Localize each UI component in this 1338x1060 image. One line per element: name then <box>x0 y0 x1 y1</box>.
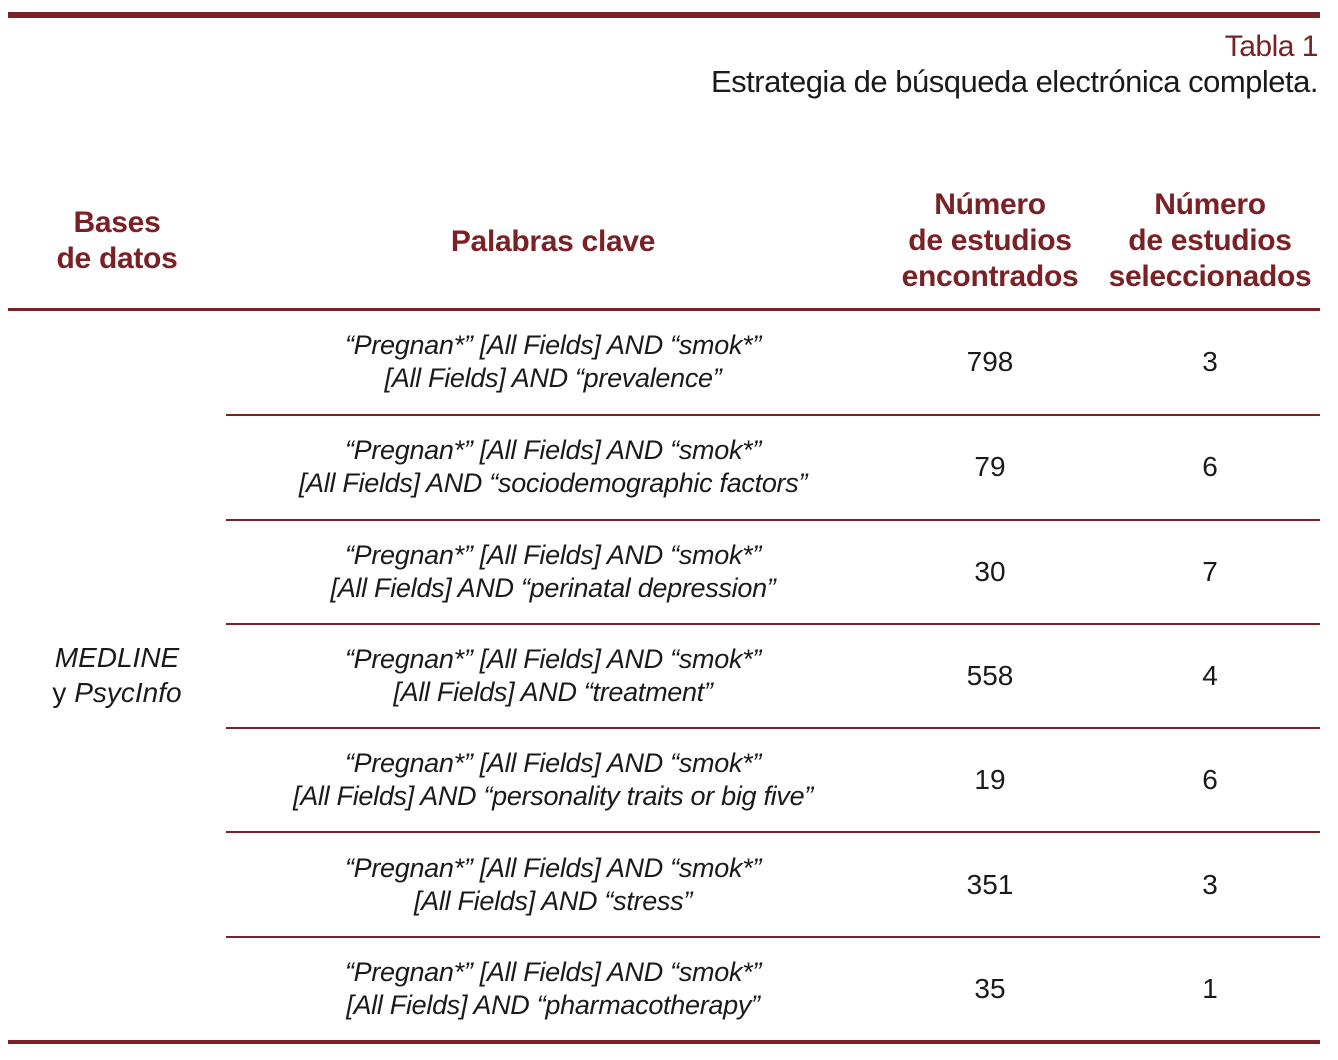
header-col4-line1: Número <box>1154 188 1266 221</box>
found-count: 558 <box>966 660 1014 692</box>
table-label: Tabla 1 <box>1224 30 1318 63</box>
header-col3-line2: de estudios <box>908 224 1072 257</box>
database-conjunction: y <box>52 677 75 708</box>
table-row <box>226 936 1320 1040</box>
database-cell <box>8 310 226 1040</box>
table-row <box>226 310 1320 414</box>
keywords-line1: “Pregnan*” [All Fields] AND “smok*” <box>344 956 762 987</box>
keywords-line2: [All Fields] AND “personality traits or big five” <box>293 781 813 812</box>
keywords-line2: [All Fields] AND “perinatal depression” <box>330 572 776 603</box>
database-psycinfo: PsycInfo <box>74 677 182 708</box>
keywords-cell <box>226 852 880 918</box>
header-col4-line2: de estudios <box>1128 224 1292 257</box>
found-count: 798 <box>966 346 1014 378</box>
header-col1-line2: de datos <box>56 242 178 275</box>
keywords-line2: [All Fields] AND “prevalence” <box>384 363 722 394</box>
keywords-line1: “Pregnan*” [All Fields] AND “smok*” <box>344 748 762 779</box>
table-row <box>226 623 1320 727</box>
selected-count: 1 <box>1202 972 1218 1004</box>
keywords-cell <box>226 747 880 813</box>
table-row <box>226 519 1320 623</box>
selected-count: 4 <box>1202 660 1218 692</box>
keywords-line1: “Pregnan*” [All Fields] AND “smok*” <box>344 644 762 675</box>
table-row <box>226 831 1320 935</box>
header-col3-line3: encontrados <box>901 260 1079 293</box>
found-count: 351 <box>966 868 1014 900</box>
bottom-rule <box>8 1040 1320 1044</box>
selected-count: 3 <box>1202 346 1218 378</box>
table-title: Estrategia de búsqueda electrónica completa. <box>710 64 1318 99</box>
header-col2-label: Palabras clave <box>450 225 656 258</box>
header-col1-line1: Bases <box>73 206 161 239</box>
table-caption <box>711 30 1318 100</box>
keywords-line2: [All Fields] AND “sociodemographic factors” <box>298 468 808 499</box>
header-col4-line3: seleccionados <box>1108 260 1312 293</box>
table-row <box>226 414 1320 518</box>
header-col3-line1: Número <box>934 188 1046 221</box>
header-estudios-encontrados <box>880 187 1100 295</box>
found-count: 35 <box>974 972 1006 1004</box>
header-bases-de-datos <box>8 205 226 277</box>
keywords-line1: “Pregnan*” [All Fields] AND “smok*” <box>344 852 762 883</box>
keywords-line2: [All Fields] AND “stress” <box>413 885 693 916</box>
keywords-line2: [All Fields] AND “pharmacotherapy” <box>346 989 760 1020</box>
keywords-cell <box>226 643 880 709</box>
keywords-cell <box>226 539 880 605</box>
keywords-line1: “Pregnan*” [All Fields] AND “smok*” <box>344 330 762 361</box>
selected-count: 6 <box>1202 764 1218 796</box>
selected-count: 3 <box>1202 868 1218 900</box>
top-rule <box>8 12 1320 18</box>
selected-count: 6 <box>1202 451 1218 483</box>
keywords-cell <box>226 956 880 1022</box>
table-body <box>226 310 1320 1040</box>
keywords-cell <box>226 434 880 500</box>
found-count: 19 <box>974 764 1006 796</box>
database-medline: MEDLINE <box>54 642 180 673</box>
keywords-line2: [All Fields] AND “treatment” <box>393 677 713 708</box>
keywords-line1: “Pregnan*” [All Fields] AND “smok*” <box>344 539 762 570</box>
header-estudios-seleccionados <box>1100 187 1320 295</box>
keywords-cell <box>226 329 880 395</box>
table-row <box>226 727 1320 831</box>
keywords-line1: “Pregnan*” [All Fields] AND “smok*” <box>344 435 762 466</box>
header-palabras-clave <box>226 224 880 260</box>
selected-count: 7 <box>1202 555 1218 587</box>
found-count: 30 <box>974 555 1006 587</box>
found-count: 79 <box>974 451 1006 483</box>
